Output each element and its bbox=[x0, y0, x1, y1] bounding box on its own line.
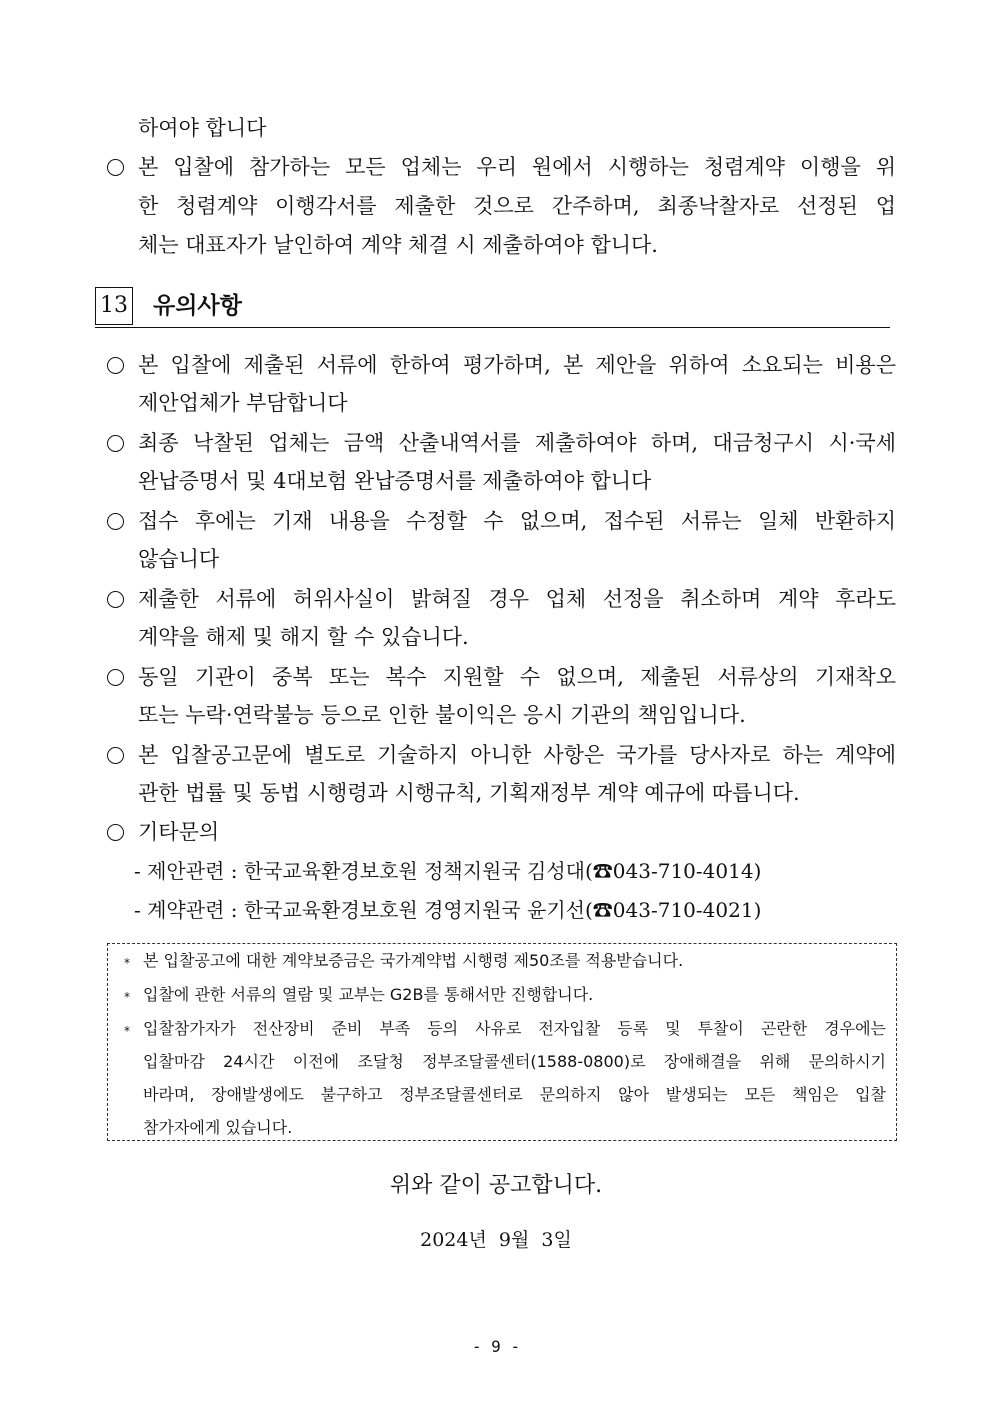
section-number: 13 bbox=[95, 287, 133, 325]
item-1-line-1: 본 입찰에 제출된 서류에 한하여 평가하며, 본 제안을 위하여 소요되는 비용은 bbox=[138, 353, 896, 377]
intro-para-line-2: 한 청렴계약 이행각서를 제출한 것으로 간주하며, 최종낙찰자로 선정된 업 bbox=[138, 194, 896, 218]
bullet-circle-icon bbox=[107, 591, 124, 608]
bullet-circle-icon bbox=[107, 513, 124, 530]
page-number: - 9 - bbox=[471, 1337, 521, 1356]
announcement-date: 2024년 9월 3일 bbox=[420, 1229, 572, 1251]
asterisk-icon: * bbox=[124, 956, 130, 970]
note-2: 입찰에 관한 서류의 열람 및 교부는 G2B를 통해서만 진행합니다. bbox=[143, 985, 594, 1004]
intro-para-line-1: 본 입찰에 참가하는 모든 업체는 우리 원에서 시행하는 청렴계약 이행을 위 bbox=[138, 155, 896, 179]
bullet-circle-icon bbox=[107, 357, 124, 374]
bullet-circle-icon bbox=[107, 435, 124, 452]
item-7-line-1: 기타문의 bbox=[138, 820, 220, 844]
asterisk-icon: * bbox=[124, 990, 130, 1004]
intro-line: 하여야 합니다 bbox=[138, 116, 267, 140]
note-3-line-3: 바라며, 장애발생에도 불구하고 정부조달콜센터로 문의하지 않아 발생되는 모든 책임은 입찰 bbox=[143, 1085, 886, 1104]
item-6-line-1: 본 입찰공고문에 별도로 기술하지 아니한 사항은 국가를 당사자로 하는 계약에 bbox=[138, 743, 896, 767]
note-3-line-4: 참가자에게 있습니다. bbox=[143, 1118, 293, 1137]
contact-proposal: - 제안관련 : 한국교육환경보호원 정책지원국 김성대(☎043-710-4014) bbox=[134, 859, 762, 883]
item-4-line-2: 계약을 해제 및 해지 할 수 있습니다. bbox=[138, 625, 469, 649]
item-2-line-1: 최종 낙찰된 업체는 금액 산출내역서를 제출하여야 하며, 대금청구시 시·국세 bbox=[138, 431, 896, 455]
item-3-line-1: 접수 후에는 기재 내용을 수정할 수 없으며, 접수된 서류는 일체 반환하지 bbox=[138, 509, 896, 533]
notice-box bbox=[107, 943, 897, 1141]
section-header bbox=[95, 287, 890, 328]
asterisk-icon: * bbox=[124, 1024, 130, 1038]
item-6-line-2: 관한 법률 및 동법 시행령과 시행규칙, 기획재정부 계약 예규에 따릅니다. bbox=[138, 781, 800, 805]
bullet-circle-icon bbox=[107, 159, 124, 176]
item-4-line-1: 제출한 서류에 허위사실이 밝혀질 경우 업체 선정을 취소하며 계약 후라도 bbox=[138, 587, 896, 611]
bullet-circle-icon bbox=[107, 747, 124, 764]
bullet-circle-icon bbox=[107, 824, 124, 841]
section-title: 유의사항 bbox=[153, 293, 242, 319]
item-5-line-2: 또는 누락·연락불능 등으로 인한 불이익은 응시 기관의 책임입니다. bbox=[138, 703, 746, 727]
item-2-line-2: 완납증명서 및 4대보험 완납증명서를 제출하여야 합니다 bbox=[138, 469, 652, 493]
note-1: 본 입찰공고에 대한 계약보증금은 국가계약법 시행령 제50조를 적용받습니다. bbox=[143, 951, 684, 970]
item-5-line-1: 동일 기관이 중복 또는 복수 지원할 수 없으며, 제출된 서류상의 기재착오 bbox=[138, 665, 896, 689]
note-3-line-2: 입찰마감 24시간 이전에 조달청 정부조달콜센터(1588-0800)로 장애해결을 위해 문의하시기 bbox=[143, 1052, 886, 1071]
bullet-circle-icon bbox=[107, 669, 124, 686]
intro-para-line-3: 체는 대표자가 날인하여 계약 체결 시 제출하여야 합니다. bbox=[138, 233, 658, 257]
closing-statement: 위와 같이 공고합니다. bbox=[389, 1173, 603, 1198]
item-1-line-2: 제안업체가 부담합니다 bbox=[138, 391, 348, 415]
note-3-line-1: 입찰참가자가 전산장비 준비 부족 등의 사유로 전자입찰 등록 및 투찰이 곤란한 경우에는 bbox=[143, 1019, 886, 1038]
contact-contract: - 계약관련 : 한국교육환경보호원 경영지원국 윤기선(☎043-710-4021) bbox=[134, 898, 762, 922]
item-3-line-2: 않습니다 bbox=[138, 547, 220, 571]
